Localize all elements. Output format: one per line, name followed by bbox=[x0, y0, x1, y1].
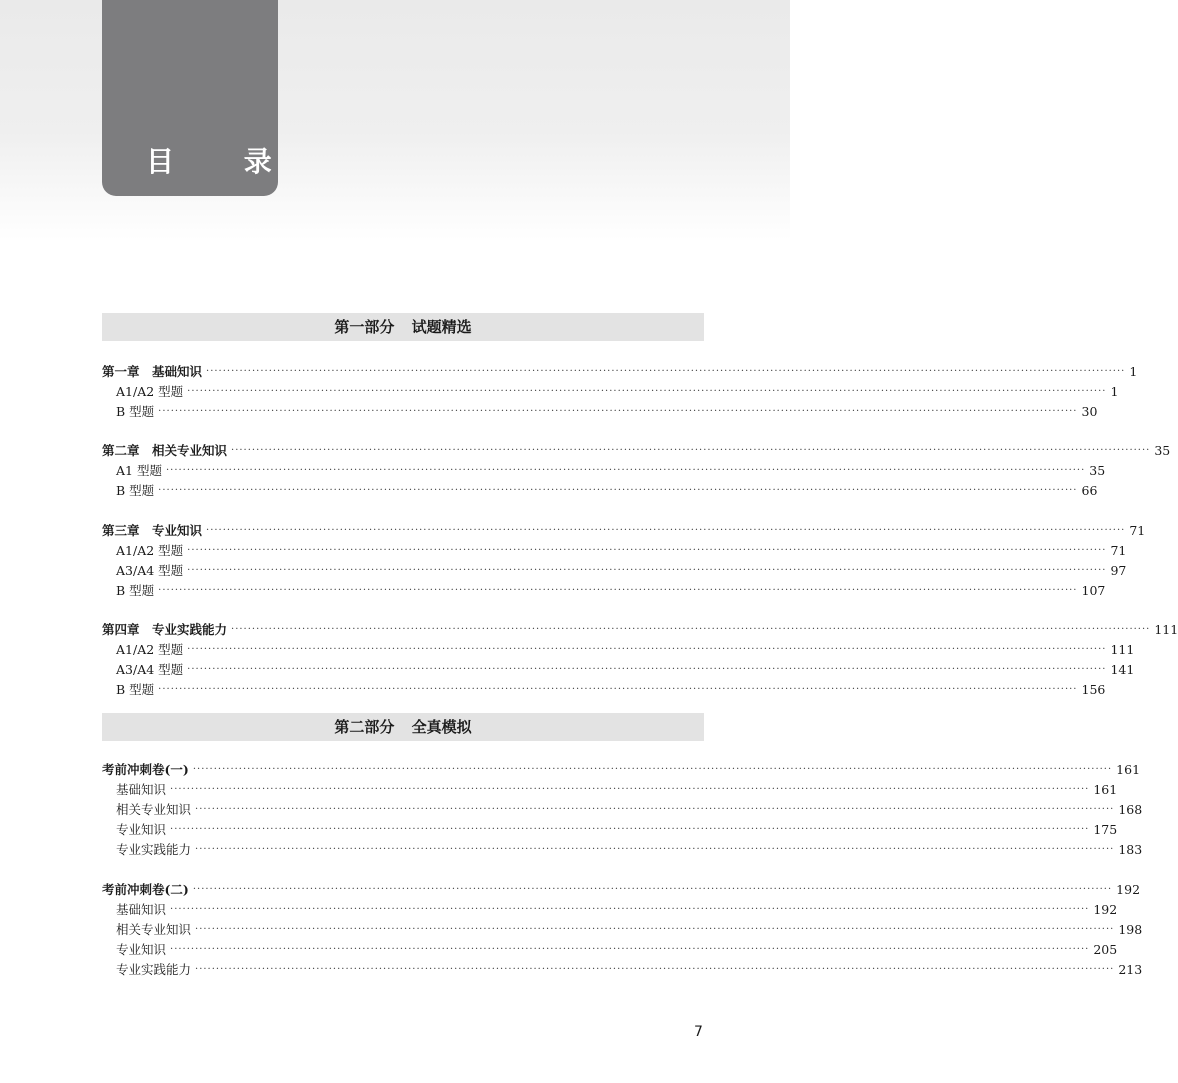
toc-label: A3/A4 型题 bbox=[116, 662, 184, 677]
toc-leader-dots: ···························································································································································································································· bbox=[195, 924, 1115, 935]
toc-chapter-row[interactable] bbox=[102, 441, 1171, 461]
toc-page-number: 192 bbox=[1093, 902, 1118, 917]
toc-page-number: 111 bbox=[1110, 642, 1135, 657]
toc-page-number: 192 bbox=[1116, 882, 1141, 897]
toc-chapter-row[interactable] bbox=[102, 620, 1178, 640]
toc-item-row[interactable] bbox=[116, 640, 1135, 660]
toc-leader-dots: ···························································································································································································································· bbox=[158, 406, 1078, 417]
section-header: 第一部分 试题精选 bbox=[102, 313, 704, 341]
toc-page-number: 198 bbox=[1118, 922, 1143, 937]
toc-page-number: 30 bbox=[1081, 404, 1098, 419]
toc-item-row[interactable] bbox=[116, 940, 1118, 960]
toc-leader-dots: ···························································································································································································································· bbox=[187, 565, 1107, 576]
toc-label: 专业实践能力 bbox=[116, 962, 192, 977]
toc-item-row[interactable] bbox=[116, 581, 1106, 601]
toc-page-number: 35 bbox=[1154, 443, 1171, 458]
toc-page-number: 183 bbox=[1118, 842, 1143, 857]
toc-leader-dots: ···························································································································································································································· bbox=[170, 824, 1090, 835]
toc-label: 相关专业知识 bbox=[116, 802, 192, 817]
toc-label: B 型题 bbox=[116, 483, 155, 498]
toc-leader-dots: ···························································································································································································································· bbox=[206, 366, 1126, 377]
toc-label: B 型题 bbox=[116, 682, 155, 697]
toc-label: 专业实践能力 bbox=[116, 842, 192, 857]
toc-label: A3/A4 型题 bbox=[116, 563, 184, 578]
toc-leader-dots: ···························································································································································································································· bbox=[187, 545, 1107, 556]
toc-label: 第一章 基础知识 bbox=[102, 364, 203, 379]
toc-page-number: 213 bbox=[1118, 962, 1143, 977]
toc-page-number: 156 bbox=[1081, 682, 1106, 697]
toc-item-row[interactable] bbox=[116, 920, 1143, 940]
toc-label: B 型题 bbox=[116, 583, 155, 598]
toc-label: A1/A2 型题 bbox=[116, 642, 184, 657]
toc-item-row[interactable] bbox=[116, 840, 1143, 860]
toc-leader-dots: ···························································································································································································································· bbox=[170, 784, 1090, 795]
toc-label: 第四章 专业实践能力 bbox=[102, 622, 228, 637]
toc-item-row[interactable] bbox=[116, 481, 1098, 501]
toc-chapter-row[interactable] bbox=[102, 521, 1146, 541]
toc-leader-dots: ···························································································································································································································· bbox=[195, 844, 1115, 855]
toc-leader-dots: ···························································································································································································································· bbox=[192, 764, 1113, 775]
toc-leader-dots: ···························································································································································································································· bbox=[195, 804, 1115, 815]
toc-label: 第二章 相关专业知识 bbox=[102, 443, 228, 458]
toc-page-number: 1 bbox=[1110, 384, 1119, 399]
toc-label: 基础知识 bbox=[116, 782, 167, 797]
page-title: 目 录 bbox=[146, 145, 302, 178]
toc-chapter-row[interactable] bbox=[102, 362, 1138, 382]
toc-page-number: 107 bbox=[1081, 583, 1106, 598]
toc-leader-dots: ···························································································································································································································· bbox=[195, 964, 1115, 975]
toc-leader-dots: ···························································································································································································································· bbox=[231, 624, 1151, 635]
toc-item-row[interactable] bbox=[116, 960, 1143, 980]
toc-page-number: 205 bbox=[1093, 942, 1118, 957]
toc-leader-dots: ···························································································································································································································· bbox=[187, 386, 1107, 397]
toc-page-number: 71 bbox=[1129, 523, 1146, 538]
toc-item-row[interactable] bbox=[116, 900, 1118, 920]
toc-leader-dots: ···························································································································································································································· bbox=[170, 904, 1090, 915]
toc-page-number: 161 bbox=[1116, 762, 1141, 777]
toc-item-row[interactable] bbox=[116, 820, 1118, 840]
toc-leader-dots: ···························································································································································································································· bbox=[187, 644, 1107, 655]
toc-item-row[interactable] bbox=[116, 680, 1106, 700]
toc-item-row[interactable] bbox=[116, 541, 1127, 561]
toc-leader-dots: ···························································································································································································································· bbox=[158, 485, 1078, 496]
toc-chapter-row[interactable] bbox=[102, 760, 1141, 780]
page-number: 7 bbox=[694, 1024, 703, 1040]
toc-label: 专业知识 bbox=[116, 822, 167, 837]
toc-page-number: 111 bbox=[1154, 622, 1178, 637]
toc-item-row[interactable] bbox=[116, 461, 1106, 481]
toc-leader-dots: ···························································································································································································································· bbox=[206, 525, 1126, 536]
toc-item-row[interactable] bbox=[116, 780, 1118, 800]
toc-leader-dots: ···························································································································································································································· bbox=[170, 944, 1090, 955]
toc-label: B 型题 bbox=[116, 404, 155, 419]
toc-page-number: 1 bbox=[1129, 364, 1138, 379]
toc-leader-dots: ···························································································································································································································· bbox=[158, 585, 1078, 596]
toc-leader-dots: ···························································································································································································································· bbox=[187, 664, 1107, 675]
toc-page-number: 141 bbox=[1110, 662, 1135, 677]
toc-label: A1/A2 型题 bbox=[116, 384, 184, 399]
toc-label: A1 型题 bbox=[116, 463, 162, 478]
toc-label: 考前冲刺卷(二) bbox=[102, 882, 189, 897]
toc-page-number: 71 bbox=[1110, 543, 1127, 558]
toc-item-row[interactable] bbox=[116, 402, 1098, 422]
toc-label: 基础知识 bbox=[116, 902, 167, 917]
toc-label: 第三章 专业知识 bbox=[102, 523, 203, 538]
toc-leader-dots: ···························································································································································································································· bbox=[158, 684, 1078, 695]
toc-label: A1/A2 型题 bbox=[116, 543, 184, 558]
toc-page-number: 175 bbox=[1093, 822, 1118, 837]
toc-chapter-row[interactable] bbox=[102, 880, 1141, 900]
toc-item-row[interactable] bbox=[116, 800, 1143, 820]
toc-item-row[interactable] bbox=[116, 561, 1127, 581]
toc-page-number: 35 bbox=[1089, 463, 1106, 478]
toc-page-number: 97 bbox=[1110, 563, 1127, 578]
toc-page-number: 66 bbox=[1081, 483, 1098, 498]
toc-page-number: 168 bbox=[1118, 802, 1143, 817]
toc-leader-dots: ···························································································································································································································· bbox=[165, 465, 1086, 476]
toc-label: 相关专业知识 bbox=[116, 922, 192, 937]
toc-item-row[interactable] bbox=[116, 660, 1135, 680]
section-header: 第二部分 全真模拟 bbox=[102, 713, 704, 741]
toc-item-row[interactable] bbox=[116, 382, 1119, 402]
toc-leader-dots: ···························································································································································································································· bbox=[192, 884, 1113, 895]
toc-leader-dots: ···························································································································································································································· bbox=[231, 445, 1151, 456]
toc-page-number: 161 bbox=[1093, 782, 1118, 797]
toc-label: 专业知识 bbox=[116, 942, 167, 957]
toc-label: 考前冲刺卷(一) bbox=[102, 762, 189, 777]
